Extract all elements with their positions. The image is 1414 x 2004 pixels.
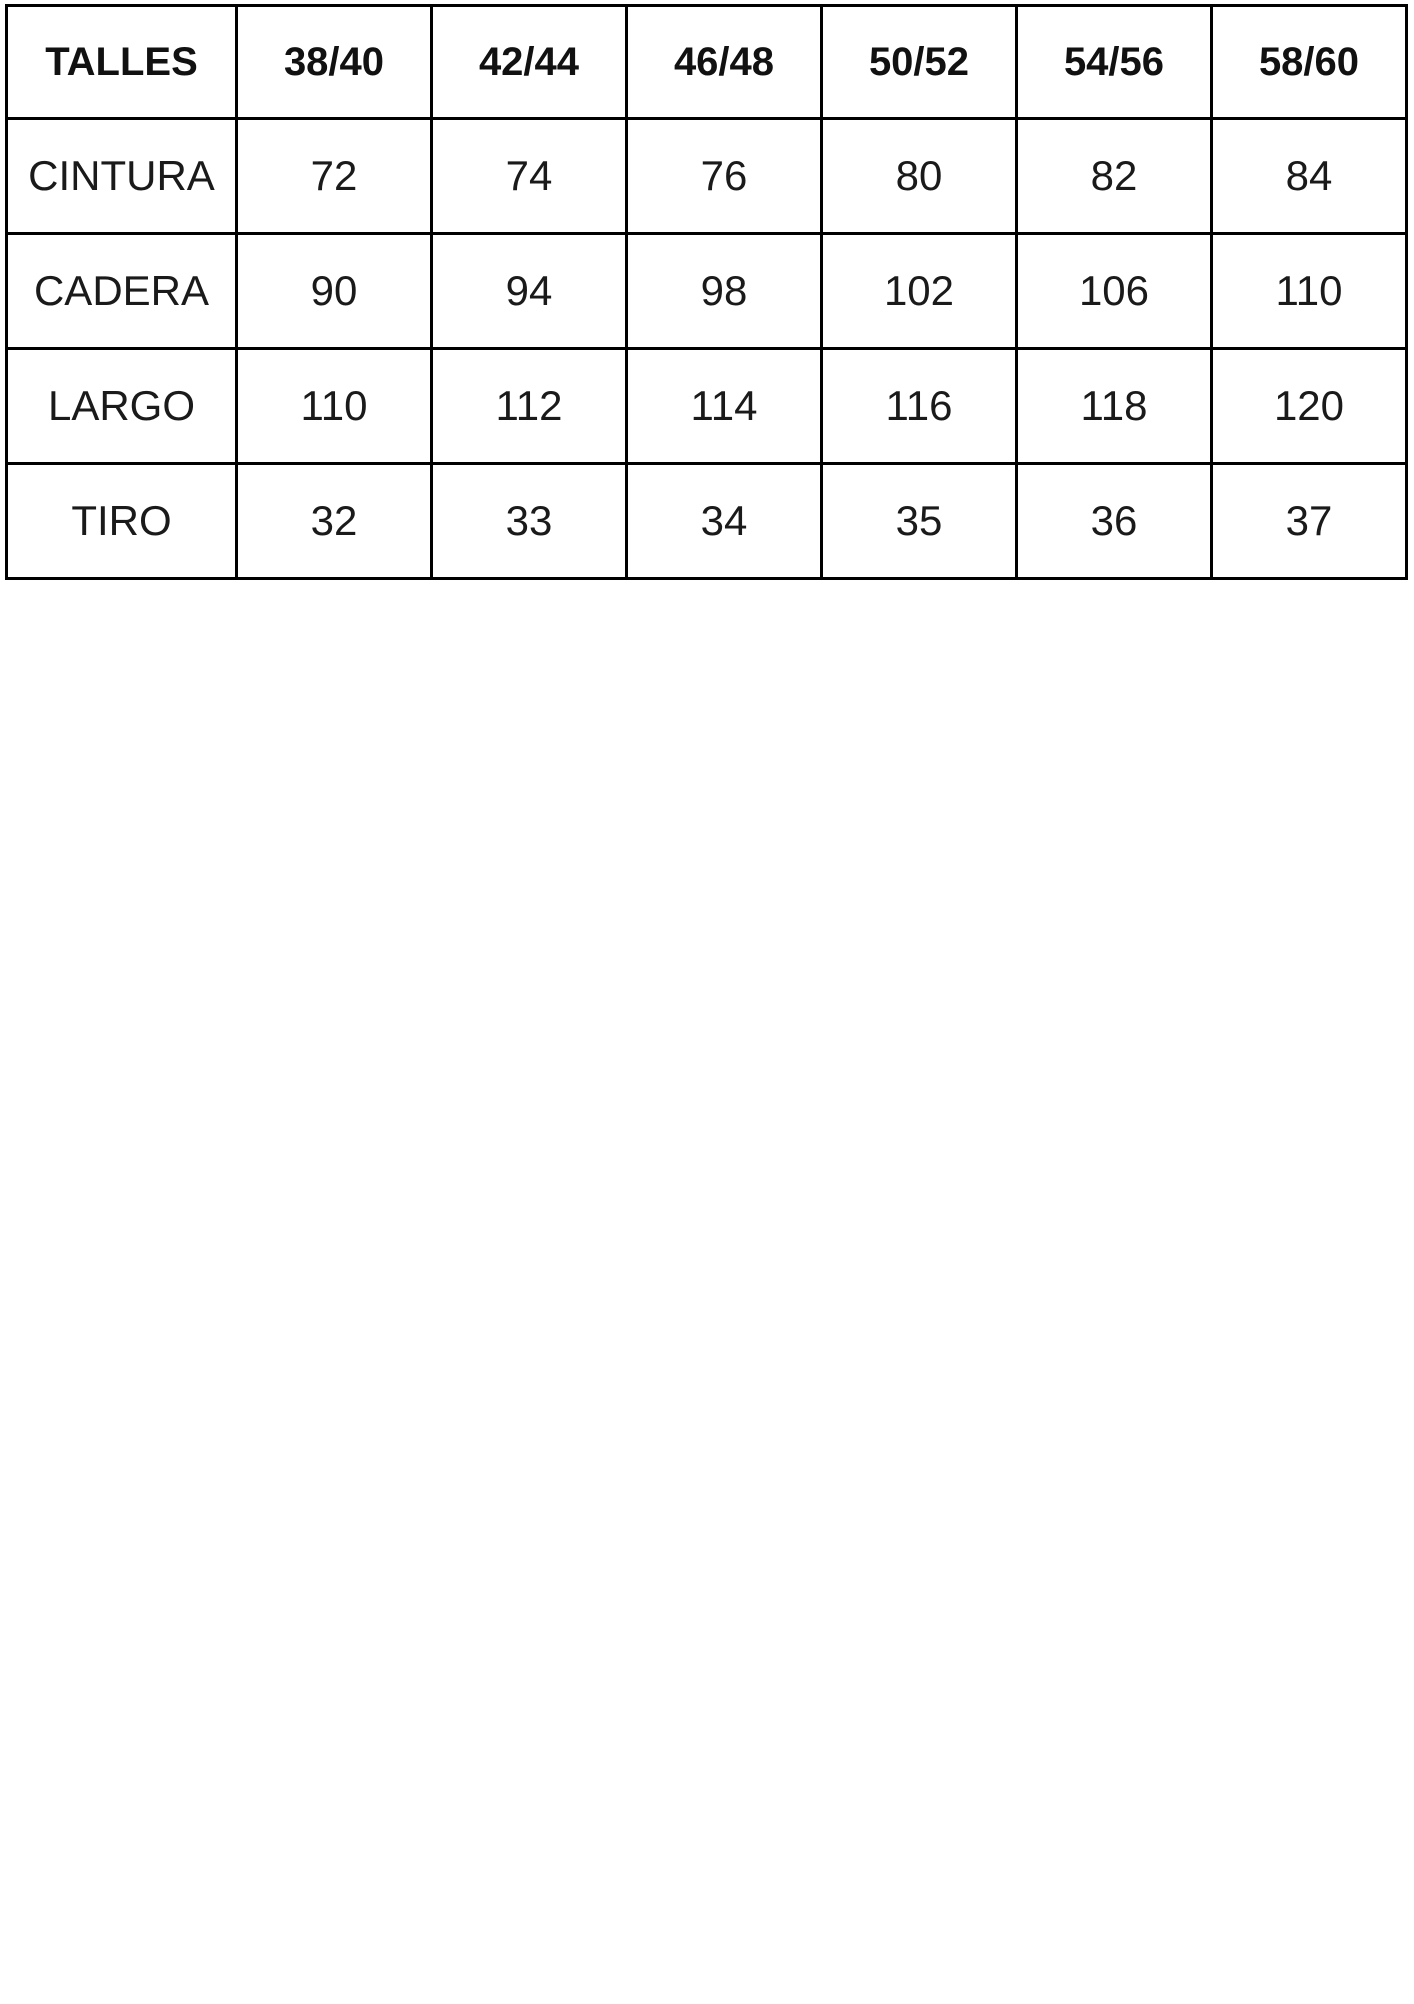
header-cell-size: 50/52	[822, 6, 1017, 119]
header-cell-talles: TALLES	[7, 6, 237, 119]
header-cell-size: 58/60	[1212, 6, 1407, 119]
value-cell: 33	[432, 464, 627, 579]
value-cell: 32	[237, 464, 432, 579]
value-cell: 114	[627, 349, 822, 464]
value-cell: 98	[627, 234, 822, 349]
size-chart-table	[5, 4, 1408, 580]
value-cell: 102	[822, 234, 1017, 349]
header-cell-size: 46/48	[627, 6, 822, 119]
table-header-row	[7, 6, 1407, 119]
value-cell: 82	[1017, 119, 1212, 234]
value-cell: 37	[1212, 464, 1407, 579]
header-cell-size: 54/56	[1017, 6, 1212, 119]
value-cell: 84	[1212, 119, 1407, 234]
value-cell: 94	[432, 234, 627, 349]
value-cell: 76	[627, 119, 822, 234]
value-cell: 110	[237, 349, 432, 464]
table-row-largo	[7, 349, 1407, 464]
value-cell: 112	[432, 349, 627, 464]
value-cell: 80	[822, 119, 1017, 234]
header-cell-size: 38/40	[237, 6, 432, 119]
header-cell-size: 42/44	[432, 6, 627, 119]
row-header-cell: LARGO	[7, 349, 237, 464]
value-cell: 90	[237, 234, 432, 349]
page-background	[0, 4, 1414, 2004]
value-cell: 116	[822, 349, 1017, 464]
value-cell: 106	[1017, 234, 1212, 349]
value-cell: 74	[432, 119, 627, 234]
value-cell: 110	[1212, 234, 1407, 349]
value-cell: 34	[627, 464, 822, 579]
value-cell: 72	[237, 119, 432, 234]
table-row-cintura	[7, 119, 1407, 234]
row-header-cell: CADERA	[7, 234, 237, 349]
value-cell: 118	[1017, 349, 1212, 464]
table-row-tiro	[7, 464, 1407, 579]
value-cell: 120	[1212, 349, 1407, 464]
value-cell: 35	[822, 464, 1017, 579]
table-row-cadera	[7, 234, 1407, 349]
value-cell: 36	[1017, 464, 1212, 579]
row-header-cell: CINTURA	[7, 119, 237, 234]
row-header-cell: TIRO	[7, 464, 237, 579]
